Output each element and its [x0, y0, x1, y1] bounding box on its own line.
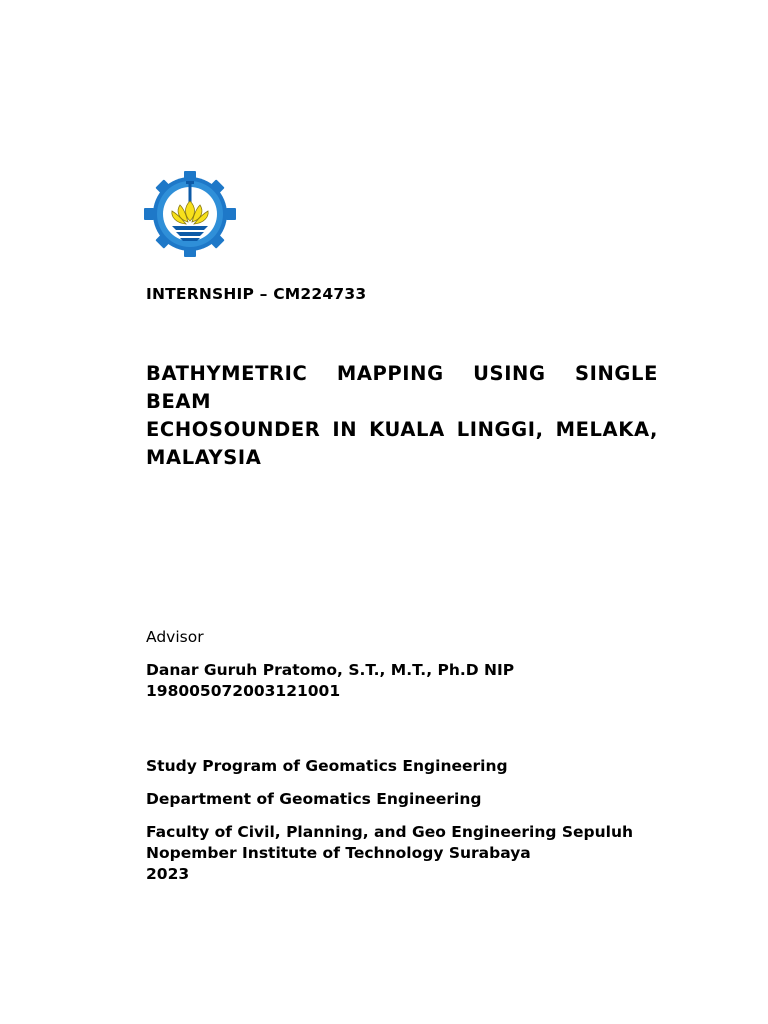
- study-program: Study Program of Geomatics Engineering: [146, 757, 508, 775]
- faculty-line: Faculty of Civil, Planning, and Geo Engineering Sepuluh: [146, 823, 634, 841]
- advisor-details: [146, 660, 658, 702]
- institute-line: Nopember Institute of Technology Surabaya: [146, 844, 531, 862]
- year: 2023: [146, 865, 190, 883]
- faculty-info: [146, 822, 658, 885]
- course-code: INTERNSHIP – CM224733: [146, 285, 367, 303]
- its-logo-icon: [144, 171, 236, 257]
- title-line: BATHYMETRIC MAPPING USING SINGLE BEAM: [146, 362, 658, 413]
- advisor-nip: 198005072003121001: [146, 682, 341, 700]
- title-line: ECHOSOUNDER IN KUALA LINGGI, MELAKA,: [146, 418, 658, 441]
- advisor-label: Advisor: [146, 628, 204, 646]
- advisor-name: Danar Guruh Pratomo, S.T., M.T., Ph.D NIP: [146, 661, 515, 679]
- report-title: [146, 360, 658, 472]
- department: Department of Geomatics Engineering: [146, 790, 482, 808]
- title-line: MALAYSIA: [146, 446, 262, 469]
